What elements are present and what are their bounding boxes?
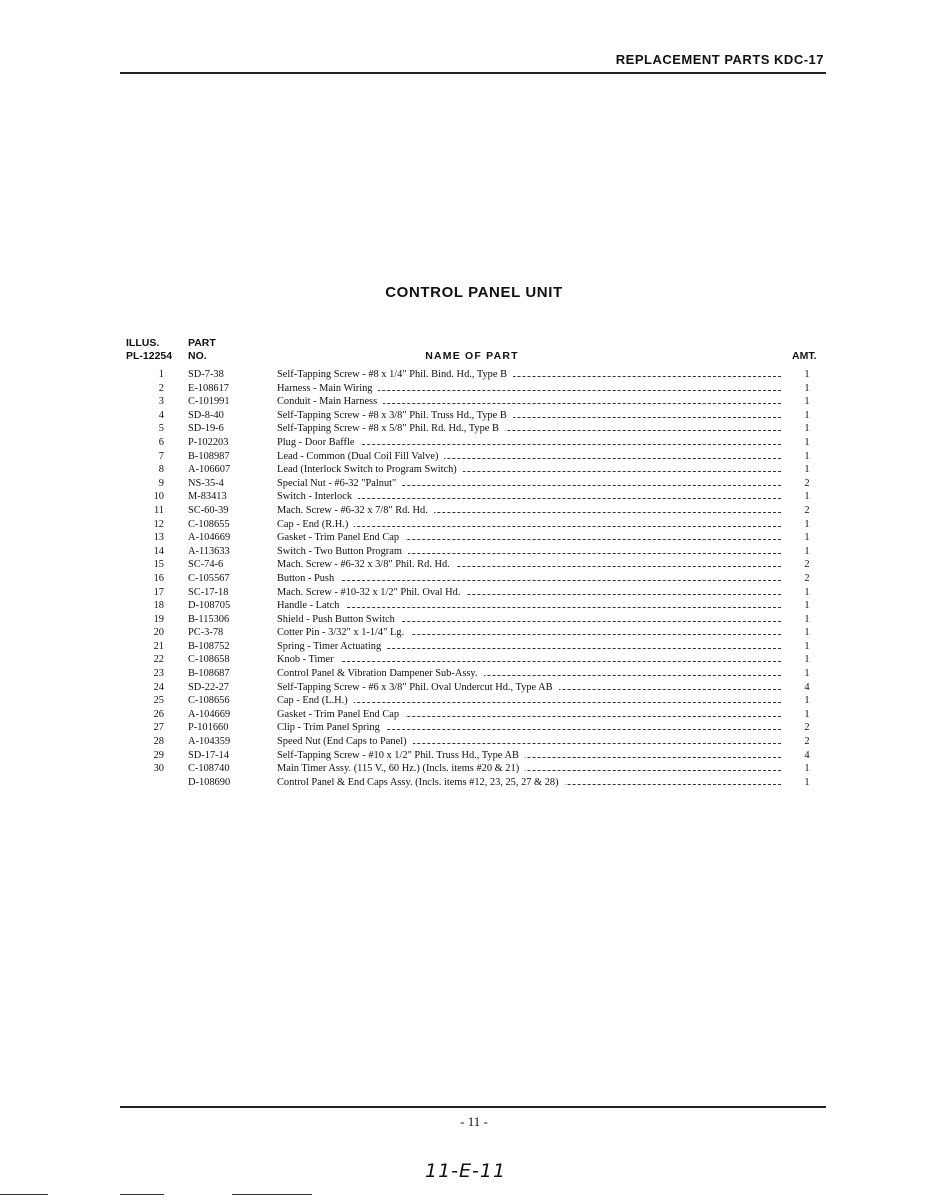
part-name-cell bbox=[277, 694, 781, 708]
amount: 2 bbox=[804, 736, 810, 748]
part-number: SD-8-40 bbox=[188, 409, 224, 421]
part-number: B-115306 bbox=[188, 613, 230, 625]
part-name-cell bbox=[277, 368, 781, 382]
part-name: Mach. Screw - #6-32 x 7/8" Rd. Hd. bbox=[277, 505, 434, 516]
part-number: SC-74-6 bbox=[188, 559, 224, 571]
amount: 1 bbox=[804, 396, 810, 408]
part-number: SD-17-14 bbox=[188, 749, 229, 761]
part-name-cell bbox=[277, 409, 781, 423]
table-row bbox=[0, 422, 948, 436]
part-name: Mach. Screw - #10-32 x 1/2" Phil. Oval Hd. bbox=[277, 587, 466, 598]
part-name: Switch - Two Button Program bbox=[277, 546, 408, 557]
amount: 2 bbox=[804, 477, 810, 489]
amount: 1 bbox=[804, 654, 810, 666]
part-name: Spring - Timer Actuating bbox=[277, 641, 387, 652]
part-number: SD-22-27 bbox=[188, 681, 229, 693]
parts-table bbox=[0, 368, 948, 789]
table-row bbox=[0, 436, 948, 450]
part-name: Shield - Push Button Switch bbox=[277, 614, 401, 625]
part-name-cell bbox=[277, 776, 781, 790]
part-name-cell bbox=[277, 463, 781, 477]
illus-number: 13 bbox=[153, 532, 164, 544]
part-number: A-104359 bbox=[188, 736, 231, 748]
amount: 1 bbox=[804, 532, 810, 544]
amount: 1 bbox=[804, 776, 810, 788]
part-name: Self-Tapping Screw - #8 x 3/8" Phil. Truss Hd., Type B bbox=[277, 410, 513, 421]
part-name: Switch - Interlock bbox=[277, 491, 358, 502]
table-row bbox=[0, 735, 948, 749]
scan-edge-line bbox=[232, 1194, 312, 1195]
part-number: SD-7-38 bbox=[188, 369, 224, 380]
illus-number: 22 bbox=[153, 654, 164, 666]
amount: 1 bbox=[804, 708, 810, 720]
part-name: Control Panel & Vibration Dampener Sub-Assy. bbox=[277, 668, 484, 679]
page-number: - 11 - bbox=[460, 1114, 488, 1129]
part-name: Main Timer Assy. (115 V., 60 Hz.) (Incls. items #20 & 21) bbox=[277, 763, 525, 774]
amount: 2 bbox=[804, 504, 810, 516]
part-number: A-104669 bbox=[188, 532, 231, 544]
part-number: C-108655 bbox=[188, 518, 230, 530]
part-name: Knob - Timer bbox=[277, 654, 340, 665]
table-row bbox=[0, 490, 948, 504]
table-row bbox=[0, 463, 948, 477]
table-row bbox=[0, 640, 948, 654]
illus-number: 1 bbox=[158, 369, 164, 380]
part-name-cell bbox=[277, 626, 781, 640]
amount: 1 bbox=[804, 369, 810, 380]
amount: 1 bbox=[804, 586, 810, 598]
illus-number: 25 bbox=[153, 695, 164, 707]
part-name: Plug - Door Baffle bbox=[277, 437, 360, 448]
part-number: P-101660 bbox=[188, 722, 229, 734]
illus-number: 5 bbox=[158, 423, 164, 435]
part-name-cell bbox=[277, 545, 781, 559]
illus-number: 30 bbox=[153, 763, 164, 775]
part-name: Control Panel & End Caps Assy. (Incls. items #12, 23, 25, 27 & 28) bbox=[277, 777, 565, 788]
part-name-cell bbox=[277, 762, 781, 776]
part-name: Cap - End (L.H.) bbox=[277, 695, 354, 706]
column-header-amt: AMT. bbox=[792, 350, 817, 362]
illus-number: 24 bbox=[153, 681, 164, 693]
part-name-cell bbox=[277, 395, 781, 409]
illus-number: 12 bbox=[153, 518, 164, 530]
table-row bbox=[0, 681, 948, 695]
part-name-cell bbox=[277, 382, 781, 396]
illus-number: 19 bbox=[153, 613, 164, 625]
part-name-cell bbox=[277, 667, 781, 681]
table-row bbox=[0, 395, 948, 409]
part-name-cell bbox=[277, 613, 781, 627]
part-number: C-108656 bbox=[188, 695, 230, 707]
amount: 1 bbox=[804, 668, 810, 680]
document-header-title: REPLACEMENT PARTS KDC-17 bbox=[615, 52, 824, 67]
amount: 1 bbox=[804, 695, 810, 707]
table-row bbox=[0, 708, 948, 722]
illus-number: 6 bbox=[158, 436, 164, 448]
part-number: B-108687 bbox=[188, 668, 230, 680]
part-number: C-105567 bbox=[188, 572, 230, 584]
amount: 2 bbox=[804, 559, 810, 571]
column-header-part-line1: PART bbox=[188, 337, 216, 349]
part-number: C-108740 bbox=[188, 763, 230, 775]
part-number: SD-19-6 bbox=[188, 423, 224, 435]
part-name-cell bbox=[277, 450, 781, 464]
part-name: Mach. Screw - #6-32 x 3/8" Phil. Rd. Hd. bbox=[277, 559, 456, 570]
part-name-cell bbox=[277, 518, 781, 532]
table-row bbox=[0, 721, 948, 735]
part-name: Self-Tapping Screw - #10 x 1/2" Phil. Truss Hd., Type AB bbox=[277, 750, 525, 761]
illus-number: 29 bbox=[153, 749, 164, 761]
amount: 1 bbox=[804, 640, 810, 652]
part-number: A-113633 bbox=[188, 545, 230, 557]
table-row bbox=[0, 694, 948, 708]
amount: 1 bbox=[804, 613, 810, 625]
part-name: Special Nut - #6-32 "Palnut" bbox=[277, 478, 402, 489]
amount: 2 bbox=[804, 722, 810, 734]
table-row bbox=[0, 613, 948, 627]
illus-number: 11 bbox=[153, 504, 164, 516]
amount: 4 bbox=[804, 749, 810, 761]
section-title: CONTROL PANEL UNIT bbox=[385, 284, 563, 301]
part-name-cell bbox=[277, 640, 781, 654]
illus-number: 15 bbox=[153, 559, 164, 571]
part-name-cell bbox=[277, 572, 781, 586]
part-name-cell bbox=[277, 531, 781, 545]
part-name: Gasket - Trim Panel End Cap bbox=[277, 709, 405, 720]
illus-number: 26 bbox=[153, 708, 164, 720]
illus-number: 10 bbox=[153, 491, 164, 503]
illus-number: 23 bbox=[153, 668, 164, 680]
part-number: P-102203 bbox=[188, 436, 229, 448]
column-header-part-line2: NO. bbox=[188, 350, 207, 362]
table-row bbox=[0, 762, 948, 776]
part-name: Harness - Main Wiring bbox=[277, 383, 378, 394]
part-name: Self-Tapping Screw - #8 x 1/4" Phil. Bind. Hd., Type B bbox=[277, 369, 513, 380]
amount: 1 bbox=[804, 436, 810, 448]
part-name-cell bbox=[277, 708, 781, 722]
part-name-cell bbox=[277, 749, 781, 763]
table-row bbox=[0, 776, 948, 790]
part-number: NS-35-4 bbox=[188, 477, 224, 489]
handwritten-note: 11-E-11 bbox=[425, 1160, 507, 1182]
table-row bbox=[0, 504, 948, 518]
part-name-cell bbox=[277, 735, 781, 749]
part-name-cell bbox=[277, 477, 781, 491]
column-header-part bbox=[188, 337, 216, 363]
part-number: D-108705 bbox=[188, 600, 231, 612]
illus-number: 18 bbox=[153, 600, 164, 612]
amount: 4 bbox=[804, 681, 810, 693]
table-row bbox=[0, 572, 948, 586]
part-number: B-108752 bbox=[188, 640, 230, 652]
column-header-name: NAME OF PART bbox=[425, 350, 519, 362]
amount: 1 bbox=[804, 409, 810, 421]
table-row bbox=[0, 409, 948, 423]
part-name-cell bbox=[277, 681, 781, 695]
illus-number: 2 bbox=[158, 382, 164, 394]
illus-number: 16 bbox=[153, 572, 164, 584]
part-number: B-108987 bbox=[188, 450, 230, 462]
part-name: Lead (Interlock Switch to Program Switch) bbox=[277, 464, 463, 475]
part-name: Cotter Pin - 3/32" x 1-1/4" Lg. bbox=[277, 627, 410, 638]
part-name-cell bbox=[277, 422, 781, 436]
part-name: Lead - Common (Dual Coil Fill Valve) bbox=[277, 451, 444, 462]
part-name: Handle - Latch bbox=[277, 600, 345, 611]
amount: 1 bbox=[804, 600, 810, 612]
table-row bbox=[0, 653, 948, 667]
amount: 1 bbox=[804, 491, 810, 503]
part-name-cell bbox=[277, 721, 781, 735]
table-row bbox=[0, 586, 948, 600]
table-row bbox=[0, 558, 948, 572]
illus-number: 21 bbox=[153, 640, 164, 652]
amount: 2 bbox=[804, 572, 810, 584]
table-row bbox=[0, 368, 948, 382]
part-name: Conduit - Main Harness bbox=[277, 396, 383, 407]
scan-edge-line bbox=[0, 1194, 48, 1195]
illus-number: 28 bbox=[153, 736, 164, 748]
amount: 1 bbox=[804, 382, 810, 394]
part-number: C-101991 bbox=[188, 396, 230, 408]
illus-number: 4 bbox=[158, 409, 164, 421]
illus-number: 17 bbox=[153, 586, 164, 598]
part-number: SC-60-39 bbox=[188, 504, 229, 516]
part-number: C-108658 bbox=[188, 654, 230, 666]
part-number: SC-17-18 bbox=[188, 586, 229, 598]
illus-number: 9 bbox=[158, 477, 164, 489]
part-name: Self-Tapping Screw - #8 x 5/8" Phil. Rd. Hd., Type B bbox=[277, 423, 505, 434]
table-row bbox=[0, 749, 948, 763]
illus-number: 27 bbox=[153, 722, 164, 734]
column-header-illus bbox=[126, 337, 172, 363]
amount: 1 bbox=[804, 545, 810, 557]
column-header-illus-line1: ILLUS. bbox=[126, 337, 160, 349]
table-row bbox=[0, 518, 948, 532]
illus-number: 8 bbox=[158, 464, 164, 476]
table-row bbox=[0, 382, 948, 396]
table-row bbox=[0, 545, 948, 559]
scan-edge-line bbox=[120, 1194, 164, 1195]
part-number: A-106607 bbox=[188, 464, 231, 476]
part-name: Self-Tapping Screw - #6 x 3/8" Phil. Oval Undercut Hd., Type AB bbox=[277, 682, 559, 693]
part-name: Clip - Trim Panel Spring bbox=[277, 722, 386, 733]
amount: 1 bbox=[804, 518, 810, 530]
part-name: Gasket - Trim Panel End Cap bbox=[277, 532, 405, 543]
header-rule bbox=[120, 72, 826, 74]
part-number: A-104669 bbox=[188, 708, 231, 720]
table-row bbox=[0, 531, 948, 545]
table-row bbox=[0, 477, 948, 491]
column-header-illus-line2: PL-12254 bbox=[126, 350, 173, 362]
part-name-cell bbox=[277, 490, 781, 504]
part-name: Button - Push bbox=[277, 573, 340, 584]
part-number: PC-3-78 bbox=[188, 627, 224, 639]
amount: 1 bbox=[804, 450, 810, 462]
part-name: Speed Nut (End Caps to Panel) bbox=[277, 736, 413, 747]
table-row bbox=[0, 626, 948, 640]
amount: 1 bbox=[804, 423, 810, 435]
amount: 1 bbox=[804, 464, 810, 476]
part-name-cell bbox=[277, 558, 781, 572]
table-row bbox=[0, 667, 948, 681]
amount: 1 bbox=[804, 763, 810, 775]
amount: 1 bbox=[804, 627, 810, 639]
table-row bbox=[0, 599, 948, 613]
illus-number: 14 bbox=[153, 545, 164, 557]
part-number: M-83413 bbox=[188, 491, 227, 503]
part-name-cell bbox=[277, 599, 781, 613]
part-number: E-108617 bbox=[188, 382, 229, 394]
part-name-cell bbox=[277, 504, 781, 518]
table-row bbox=[0, 450, 948, 464]
illus-number: 3 bbox=[158, 396, 164, 408]
part-name: Cap - End (R.H.) bbox=[277, 519, 354, 530]
footer-rule bbox=[120, 1106, 826, 1108]
part-name-cell bbox=[277, 436, 781, 450]
part-name-cell bbox=[277, 586, 781, 600]
illus-number: 20 bbox=[153, 627, 164, 639]
part-name-cell bbox=[277, 653, 781, 667]
illus-number: 7 bbox=[158, 450, 164, 462]
part-number: D-108690 bbox=[188, 776, 231, 788]
